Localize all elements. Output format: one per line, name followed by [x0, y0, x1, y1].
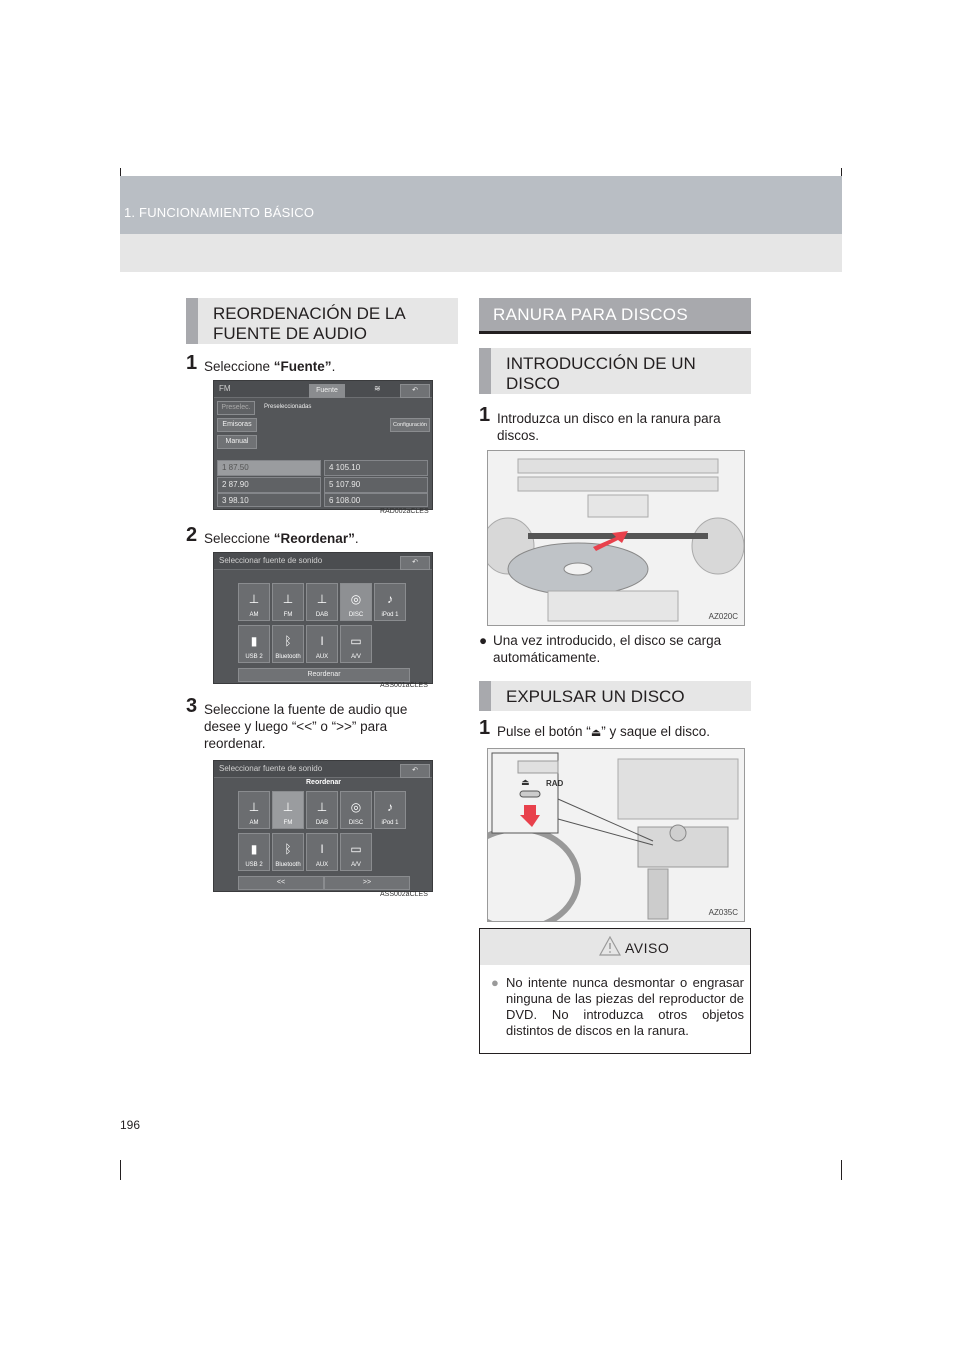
screen-title: Seleccionar fuente de sonido: [219, 764, 323, 773]
source-label: USB 2: [245, 862, 263, 868]
source-label: FM: [283, 820, 293, 826]
source-fm: [272, 791, 304, 829]
source-usb: [238, 625, 270, 663]
section-title: EXPULSAR UN DISCO: [506, 687, 685, 706]
section-title: RANURA PARA DISCOS: [493, 305, 688, 324]
source-label: A/V: [351, 862, 361, 868]
screen-title: Seleccionar fuente de sonido: [219, 556, 323, 565]
section-reordenacion: [186, 298, 458, 344]
source-label: DISC: [348, 820, 364, 826]
source-am: [238, 583, 270, 621]
dashboard-drawing: [488, 749, 744, 921]
source-av: [340, 625, 372, 663]
warning-text: No intente nunca desmontar o engrasar ninguna de las piezas del reproductor de DVD. No introduzca otros objetos distintos de discos en la ranura.: [506, 975, 744, 1038]
step-text: [497, 410, 751, 444]
step-text-bold: “Fuente”: [273, 359, 332, 374]
source-bluetooth: [272, 833, 304, 871]
section-introduccion: [479, 348, 751, 394]
source-label: AUX: [315, 862, 329, 868]
warning-box: [479, 928, 751, 1054]
monitor-icon: ▭: [350, 634, 362, 648]
source-am: [238, 791, 270, 829]
image-code: RAD002aCLES: [380, 508, 429, 515]
antenna-icon: ⊥: [316, 800, 328, 814]
source-label: DAB: [315, 820, 329, 826]
section-title: [506, 354, 696, 394]
preset-6: 6 108.00: [324, 493, 428, 507]
bluetooth-icon: ᛒ: [284, 634, 292, 648]
usb-icon: ▮: [250, 842, 258, 856]
source-label: FM: [283, 612, 293, 618]
disc-icon: ◎: [350, 800, 362, 814]
monitor-icon: ▭: [350, 842, 362, 856]
crop-mark: [120, 1160, 121, 1180]
warning-icon: [599, 936, 621, 956]
disc-slot-illustration: [487, 450, 745, 626]
step-number: 1: [186, 352, 198, 374]
source-disc: [340, 791, 372, 829]
step-number: 1: [479, 717, 491, 739]
aux-icon: ǀ: [320, 634, 324, 648]
preset-2: 2 87.90: [217, 477, 321, 493]
step-number: 2: [186, 524, 198, 546]
source-usb: [238, 833, 270, 871]
step-text-plain: Pulse el botón “: [497, 724, 591, 739]
header-title: 1. FUNCIONAMIENTO BÁSICO: [124, 205, 315, 220]
step-line: desee y luego “<<” o “>>” para: [204, 719, 388, 734]
screenshot-source-select: [213, 552, 433, 684]
section-bar: [479, 681, 491, 711]
preselecc-label: Preseleccionadas: [264, 404, 312, 410]
source-aux: [306, 625, 338, 663]
antenna-icon: ⊥: [248, 800, 260, 814]
rad-label: RAD: [546, 779, 564, 788]
source-label: DISC: [348, 612, 364, 618]
source-dab: [306, 583, 338, 621]
step-line: Introduzca un disco en la ranura para: [497, 411, 721, 426]
source-label: iPod 1: [381, 612, 399, 618]
step-line: Seleccione la fuente de audio que: [204, 702, 408, 717]
bullet-line: automáticamente.: [493, 650, 601, 665]
source-ipod: [374, 791, 406, 829]
bluetooth-icon: ᛒ: [284, 842, 292, 856]
step-text-end: .: [354, 531, 359, 546]
source-fm: [272, 583, 304, 621]
preset-4: 4 105.10: [324, 460, 428, 476]
disc-icon: ◎: [350, 592, 362, 606]
source-bluetooth: [272, 625, 304, 663]
config-button: Configuración: [390, 418, 430, 432]
disc-slot-drawing: [488, 451, 744, 625]
step-number: 1: [479, 404, 491, 426]
step-text-end: ” y saque el disco.: [601, 724, 711, 739]
preset-3: 3 98.10: [217, 493, 321, 507]
eject-icon: ⏏: [521, 777, 530, 787]
reorder-header: Reordenar: [306, 779, 342, 786]
page-number: 196: [120, 1118, 141, 1132]
image-code: ASS002aCLES: [380, 891, 428, 898]
source-label: DAB: [315, 612, 329, 618]
source-label: A/V: [351, 654, 361, 660]
step-text-end: .: [331, 359, 336, 374]
preset-1: 1 87.50: [217, 460, 321, 476]
source-label: Bluetooth: [275, 654, 301, 660]
music-note-icon: ♪: [387, 800, 393, 814]
source-label: AUX: [315, 654, 329, 660]
tab-fuente: Fuente: [309, 384, 345, 398]
section-ranura: [479, 298, 751, 334]
source-av: [340, 833, 372, 871]
screenshot-reorder: [213, 760, 433, 892]
wifi-icon: ≋: [374, 384, 381, 393]
section-title: [213, 304, 406, 344]
source-dab: [306, 791, 338, 829]
image-code: AZ020C: [708, 612, 738, 621]
bullet-icon: ●: [491, 975, 499, 990]
step-text-plain: Seleccione: [204, 359, 274, 374]
source-aux: [306, 833, 338, 871]
antenna-icon: ⊥: [282, 800, 294, 814]
antenna-icon: ⊥: [316, 592, 328, 606]
emisoras-button: Emisoras: [217, 418, 257, 432]
reordenar-button: Reordenar: [238, 668, 410, 682]
section-title-line2: FUENTE DE AUDIO: [213, 324, 367, 343]
prev-button: <<: [238, 876, 324, 890]
preselec-button: Preselec.: [217, 401, 255, 415]
source-label: Bluetooth: [275, 862, 301, 868]
step-line: discos.: [497, 428, 540, 443]
section-bar: [186, 298, 198, 344]
step-text: [497, 723, 710, 742]
next-button: >>: [324, 876, 410, 890]
source-label: USB 2: [245, 654, 263, 660]
warning-title: AVISO: [625, 940, 670, 956]
back-icon: ↶: [400, 556, 430, 570]
image-code: ASS001aCLES: [380, 682, 428, 689]
dashboard-illustration: [487, 748, 745, 922]
section-bar: [479, 348, 491, 394]
section-title-line2: DISCO: [506, 374, 560, 393]
eject-icon: ⏏: [590, 727, 602, 739]
step-text-bold: “Reordenar”: [273, 531, 355, 546]
step-text: [204, 530, 359, 547]
source-label: AM: [249, 820, 259, 826]
manual-button: Manual: [217, 435, 257, 449]
step-text-plain: Seleccione: [204, 531, 274, 546]
section-title-line1: INTRODUCCIÓN DE UN: [506, 354, 696, 373]
section-title-line1: REORDENACIÓN DE LA: [213, 304, 406, 323]
step-text: [204, 358, 335, 375]
section-expulsar: [479, 681, 751, 711]
music-note-icon: ♪: [387, 592, 393, 606]
image-code: AZ035C: [708, 908, 738, 917]
step-text: [204, 701, 458, 752]
crop-mark: [841, 1160, 842, 1180]
preset-5: 5 107.90: [324, 477, 428, 493]
antenna-icon: ⊥: [282, 592, 294, 606]
bullet-icon: ●: [479, 633, 488, 648]
bullet-text: [493, 632, 751, 666]
source-label: iPod 1: [381, 820, 399, 826]
bullet-line: Una vez introducido, el disco se carga: [493, 633, 722, 648]
antenna-icon: ⊥: [248, 592, 260, 606]
step-line: reordenar.: [204, 736, 266, 751]
source-ipod: [374, 583, 406, 621]
back-icon: ↶: [400, 764, 430, 778]
back-icon: ↶: [400, 384, 430, 398]
usb-icon: ▮: [250, 634, 258, 648]
screen-title: FM: [219, 384, 231, 393]
screenshot-fm-presets: [213, 380, 433, 510]
step-number: 3: [186, 695, 198, 717]
aux-icon: ǀ: [320, 842, 324, 856]
source-disc: [340, 583, 372, 621]
source-label: AM: [249, 612, 259, 618]
